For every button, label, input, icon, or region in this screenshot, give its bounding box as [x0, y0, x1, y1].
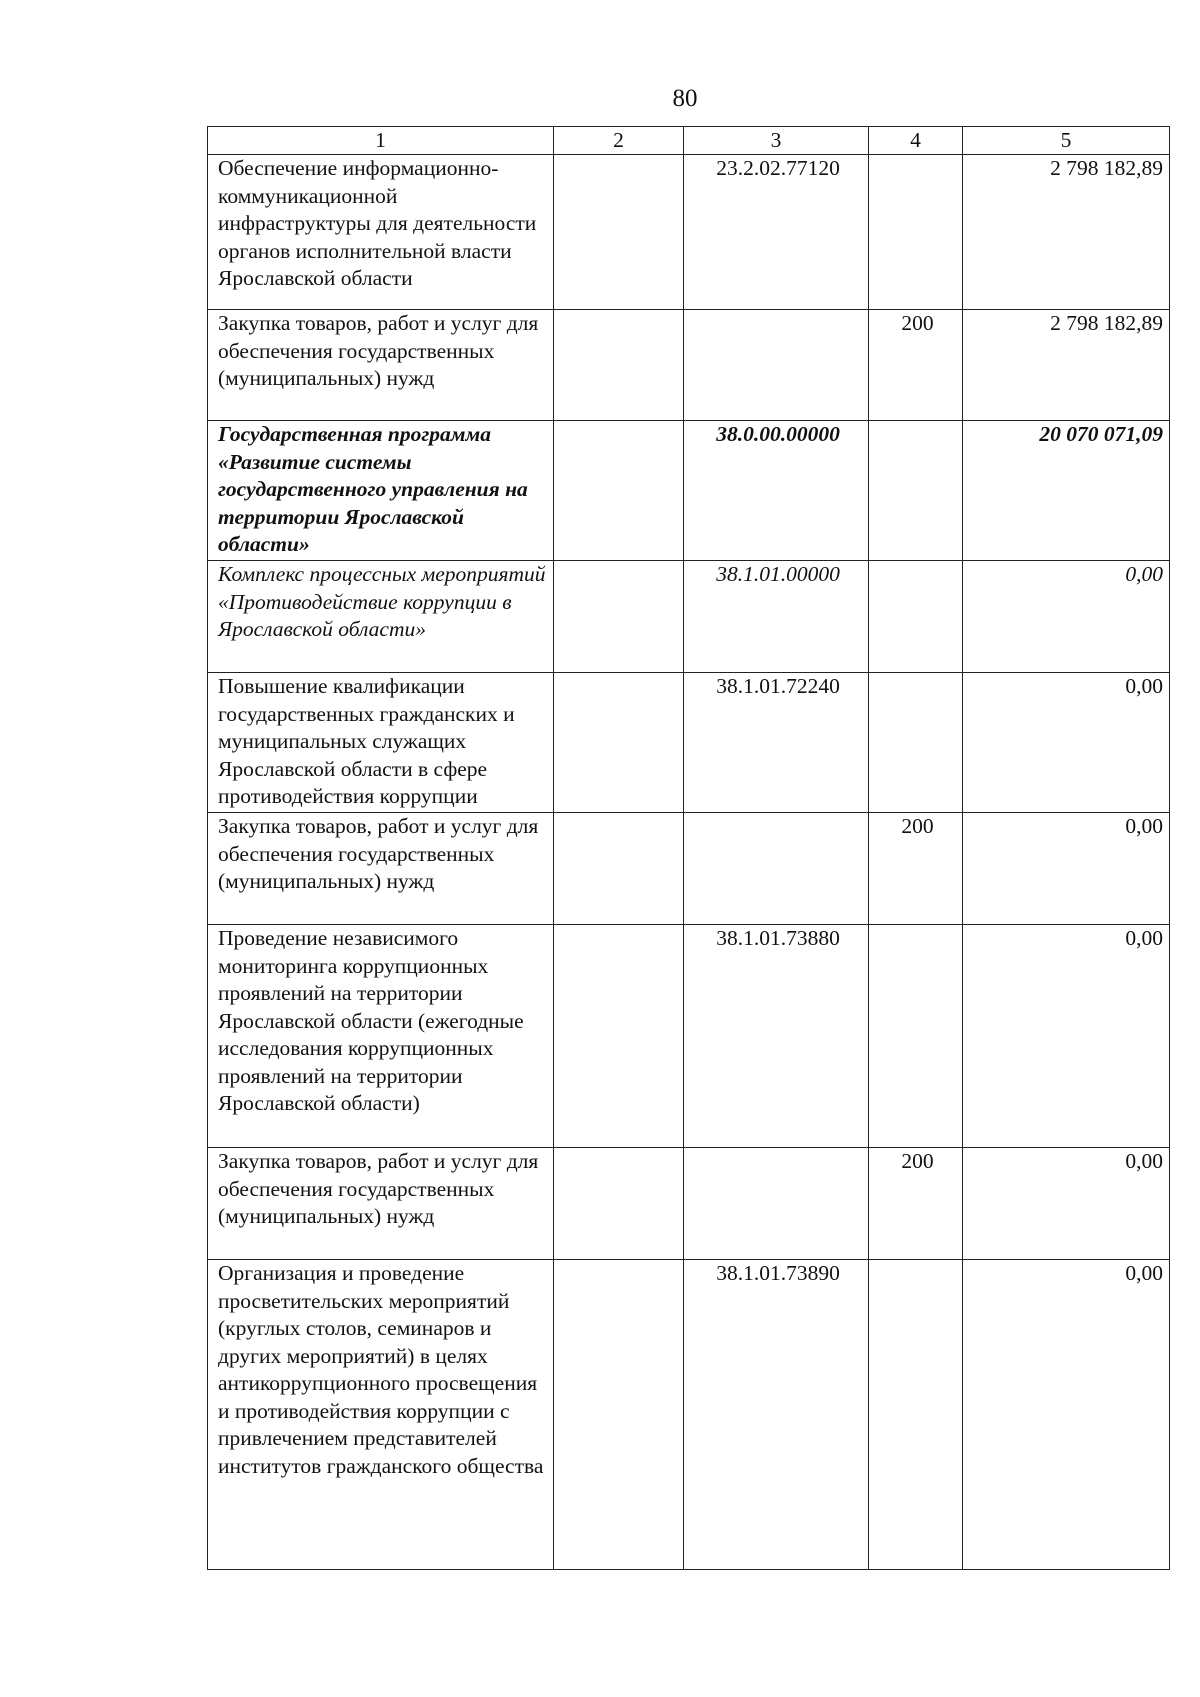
- row-name: Организация и проведение просветительских мероприятий (круглых столов, семинаров и других мероприятий) в целях антикоррупционного просвещения и противодействия коррупции с привлечением представителей институтов гражданского общества: [208, 1260, 554, 1570]
- row-code: 23.2.02.77120: [684, 155, 869, 310]
- row-col2: [554, 925, 684, 1148]
- row-name: Государственная программа «Развитие системы государственного управления на территории Ярославской области»: [208, 421, 554, 561]
- row-name: Проведение независимого мониторинга коррупционных проявлений на территории Ярославской области (ежегодные исследования коррупционных проявлений на территории Ярославской области): [208, 925, 554, 1148]
- row-sum: 0,00: [963, 1260, 1170, 1570]
- table-row: [208, 310, 1170, 421]
- table-row: [208, 813, 1170, 925]
- row-sum: 0,00: [963, 813, 1170, 925]
- row-code: [684, 310, 869, 421]
- row-code: 38.1.01.73890: [684, 1260, 869, 1570]
- row-kvr: [869, 561, 963, 673]
- table-row: [208, 1148, 1170, 1260]
- row-col2: [554, 1148, 684, 1260]
- row-kvr: [869, 421, 963, 561]
- row-name: Комплекс процессных мероприятий «Противодействие коррупции в Ярославской области»: [208, 561, 554, 673]
- table-row: [208, 421, 1170, 561]
- column-header-5: 5: [963, 127, 1170, 155]
- row-code: 38.1.01.72240: [684, 673, 869, 813]
- row-sum: 0,00: [963, 561, 1170, 673]
- row-kvr: 200: [869, 1148, 963, 1260]
- row-code: 38.0.00.00000: [684, 421, 869, 561]
- row-name: Закупка товаров, работ и услуг для обеспечения государственных (муниципальных) нужд: [208, 310, 554, 421]
- row-name: Обеспечение информационно-коммуникационной инфраструктуры для деятельности органов исполнительной власти Ярославской области: [208, 155, 554, 310]
- row-kvr: [869, 155, 963, 310]
- column-header-1: 1: [208, 127, 554, 155]
- row-kvr: [869, 673, 963, 813]
- row-code: 38.1.01.00000: [684, 561, 869, 673]
- row-code: 38.1.01.73880: [684, 925, 869, 1148]
- row-sum: 2 798 182,89: [963, 155, 1170, 310]
- row-col2: [554, 155, 684, 310]
- table-row: [208, 561, 1170, 673]
- row-sum: 0,00: [963, 925, 1170, 1148]
- row-col2: [554, 673, 684, 813]
- row-name: Закупка товаров, работ и услуг для обеспечения государственных (муниципальных) нужд: [208, 1148, 554, 1260]
- table-body: [208, 155, 1170, 1570]
- row-kvr: 200: [869, 813, 963, 925]
- row-sum: 20 070 071,09: [963, 421, 1170, 561]
- row-col2: [554, 561, 684, 673]
- table-row: [208, 925, 1170, 1148]
- row-sum: 0,00: [963, 1148, 1170, 1260]
- header-row: [208, 127, 1170, 155]
- budget-table: [207, 126, 1170, 1570]
- row-code: [684, 813, 869, 925]
- row-kvr: [869, 925, 963, 1148]
- table-row: [208, 1260, 1170, 1570]
- row-col2: [554, 1260, 684, 1570]
- column-header-3: 3: [684, 127, 869, 155]
- row-kvr: [869, 1260, 963, 1570]
- row-col2: [554, 421, 684, 561]
- row-col2: [554, 310, 684, 421]
- row-name: Повышение квалификации государственных гражданских и муниципальных служащих Ярославской области в сфере противодействия коррупции: [208, 673, 554, 813]
- column-header-4: 4: [869, 127, 963, 155]
- table-row: [208, 673, 1170, 813]
- column-header-2: 2: [554, 127, 684, 155]
- row-sum: 2 798 182,89: [963, 310, 1170, 421]
- row-code: [684, 1148, 869, 1260]
- row-sum: 0,00: [963, 673, 1170, 813]
- row-col2: [554, 813, 684, 925]
- table-row: [208, 155, 1170, 310]
- row-name: Закупка товаров, работ и услуг для обеспечения государственных (муниципальных) нужд: [208, 813, 554, 925]
- row-kvr: 200: [869, 310, 963, 421]
- page-number: 80: [672, 85, 698, 112]
